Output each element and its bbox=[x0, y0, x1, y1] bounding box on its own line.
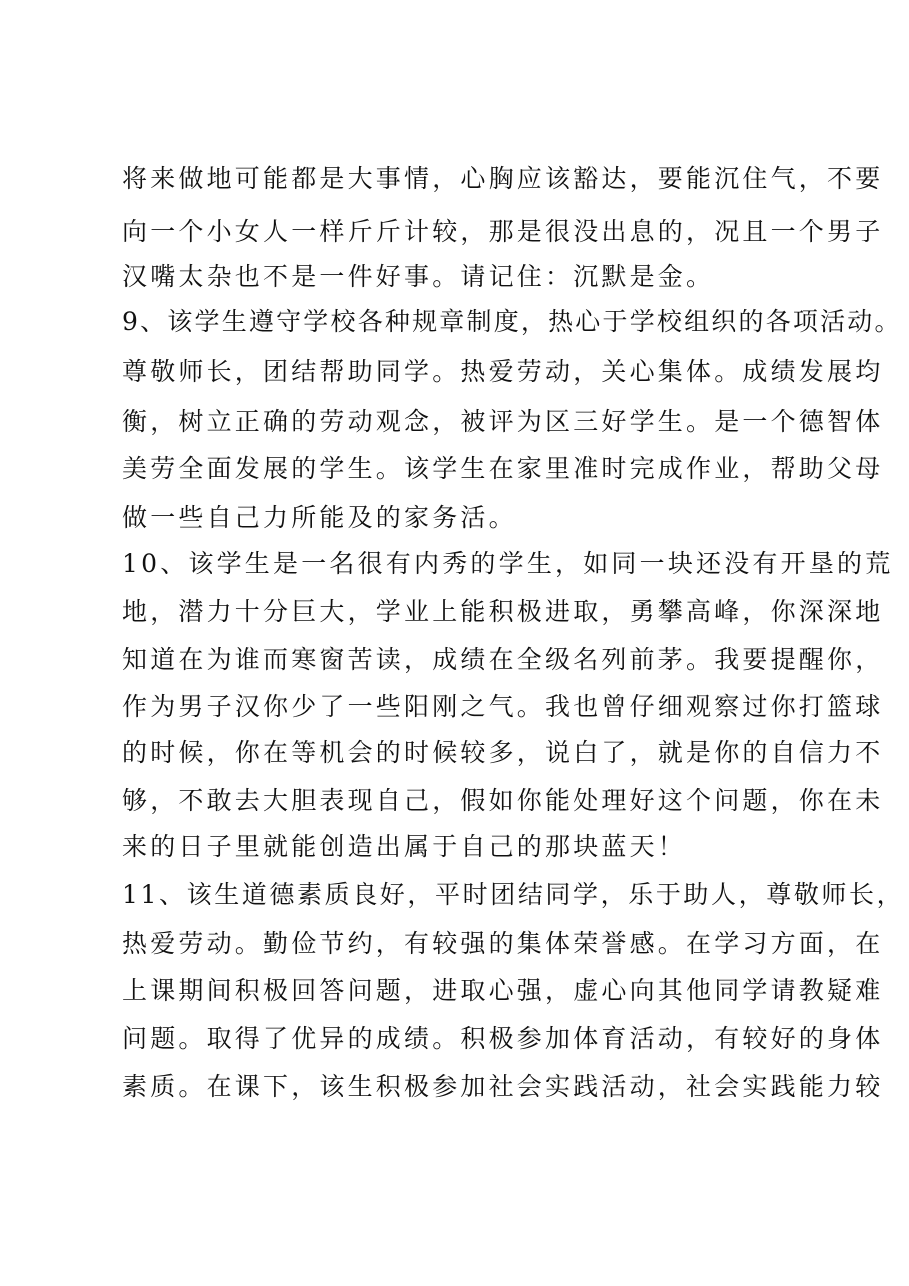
text-line: 够，不敢去大胆表现自己，假如你能处理好这个问题，你在未 bbox=[122, 786, 884, 815]
text-line: 作为男子汉你少了一些阳刚之气。我也曾仔细观察过你打篮球 bbox=[122, 692, 884, 721]
text-line: 素质。在课下，该生积极参加社会实践活动，社会实践能力较 bbox=[122, 1072, 884, 1101]
text-line: 热爱劳动。勤俭节约，有较强的集体荣誉感。在学习方面，在 bbox=[122, 929, 884, 958]
text-line: 美劳全面发展的学生。该学生在家里准时完成作业，帮助父母 bbox=[122, 454, 884, 483]
text-line: 11、该生道德素质良好，平时团结同学，乐于助人，尊敬师长， bbox=[122, 880, 905, 909]
text-line: 9、该学生遵守学校各种规章制度，热心于学校组织的各项活动。 bbox=[122, 307, 902, 336]
text-line: 做一些自己力所能及的家务活。 bbox=[122, 503, 517, 532]
text-line: 尊敬师长，团结帮助同学。热爱劳动，关心集体。成绩发展均 bbox=[122, 357, 884, 386]
text-line: 汉嘴太杂也不是一件好事。请记住：沉默是金。 bbox=[122, 262, 715, 291]
text-line: 上课期间积极回答问题，进取心强，虚心向其他同学请教疑难 bbox=[122, 976, 884, 1005]
text-line: 来的日子里就能创造出属于自己的那块蓝天！ bbox=[122, 832, 687, 861]
text-line: 衡，树立正确的劳动观念，被评为区三好学生。是一个德智体 bbox=[122, 407, 884, 436]
text-line: 的时候，你在等机会的时候较多，说白了，就是你的自信力不 bbox=[122, 738, 884, 767]
text-line: 地，潜力十分巨大，学业上能积极进取，勇攀高峰，你深深地 bbox=[122, 597, 884, 626]
text-line: 10、该学生是一名很有内秀的学生，如同一块还没有开垦的荒 bbox=[122, 549, 894, 578]
text-line: 将来做地可能都是大事情，心胸应该豁达，要能沉住气，不要 bbox=[122, 164, 884, 193]
text-line: 知道在为谁而寒窗苦读，成绩在全级名列前茅。我要提醒你， bbox=[122, 645, 884, 674]
text-line: 问题。取得了优异的成绩。积极参加体育活动，有较好的身体 bbox=[122, 1024, 884, 1053]
text-line: 向一个小女人一样斤斤计较，那是很没出息的，况且一个男子 bbox=[122, 217, 884, 246]
